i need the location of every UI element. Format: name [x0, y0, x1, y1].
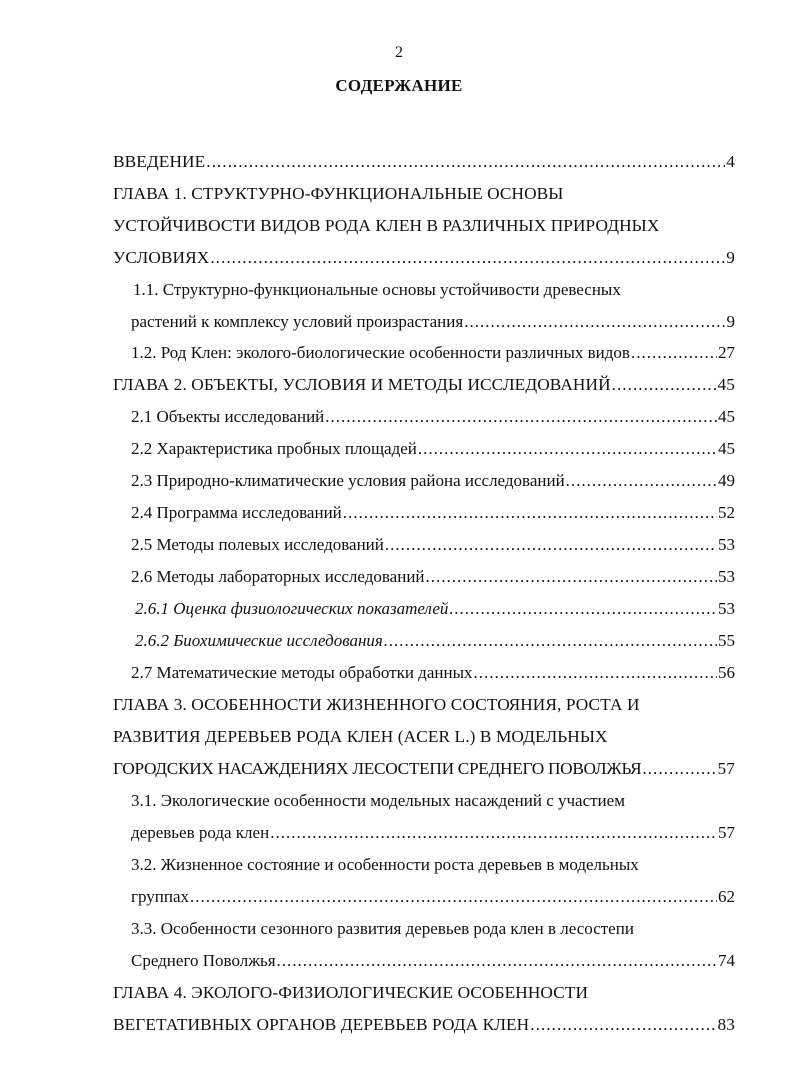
toc-page: 9 [726, 248, 735, 267]
toc-chapter-3-line2[interactable]: РАЗВИТИЯ ДЕРЕВЬЕВ РОДА КЛЕН (ACER L.) В МОДЕЛЬНЫХ [113, 727, 608, 746]
toc-label: УСЛОВИЯХ [113, 248, 210, 267]
toc-label: ГОРОДСКИХ НАСАЖДЕНИЯХ ЛЕСОСТЕПИ СРЕДНЕГО ПОВОЛЖЬЯ [113, 759, 642, 778]
toc-page: 53 [718, 599, 735, 618]
toc-leader [642, 757, 716, 781]
toc-page: 49 [718, 471, 735, 490]
toc-entry-section-2-2[interactable] [131, 437, 735, 461]
toc-leader [385, 533, 717, 557]
toc-label: 2.6.1 Оценка физиологических показателей [135, 599, 449, 618]
toc-entry-section-3-1[interactable] [131, 821, 735, 845]
toc-label: 2.7 Математические методы обработки данных [131, 663, 473, 682]
toc-leader [612, 373, 717, 397]
toc-entry-chapter-2[interactable] [113, 373, 735, 397]
toc-entry-section-2-6[interactable] [131, 565, 735, 589]
toc-leader [210, 246, 725, 270]
toc-page: 52 [718, 503, 735, 522]
toc-label: 2.6 Методы лабораторных исследований [131, 567, 425, 586]
toc-entry-chapter-3[interactable] [113, 757, 735, 781]
page-number: 2 [395, 44, 403, 61]
toc-label: ВВЕДЕНИЕ [113, 152, 206, 171]
toc-label: 2.6.2 Биохимические исследования [135, 631, 383, 650]
toc-label: 2.1 Объекты исследований [131, 407, 325, 426]
toc-section-3-1-line1[interactable]: 3.1. Экологические особенности модельных насаждений с участием [131, 791, 625, 810]
toc-leader [474, 661, 718, 685]
toc-page: 45 [718, 439, 735, 458]
toc-leader [277, 949, 717, 973]
toc-page: 83 [717, 1015, 735, 1034]
toc-leader [418, 437, 717, 461]
toc-entry-section-3-2[interactable] [131, 885, 735, 909]
toc-chapter-1-line2[interactable]: УСТОЙЧИВОСТИ ВИДОВ РОДА КЛЕН В РАЗЛИЧНЫХ ПРИРОДНЫХ [113, 216, 660, 235]
toc-label: Среднего Поволжья [131, 951, 276, 970]
toc-entry-section-2-6-1[interactable] [135, 597, 735, 621]
toc-page: 57 [717, 759, 735, 778]
toc-leader [566, 469, 717, 493]
page-title: СОДЕРЖАНИЕ [335, 76, 463, 95]
toc-leader [343, 501, 717, 525]
toc-leader [449, 597, 717, 621]
toc-leader [426, 565, 717, 589]
toc-entry-section-2-4[interactable] [131, 501, 735, 525]
toc-chapter-1-line1[interactable]: ГЛАВА 1. СТРУКТУРНО-ФУНКЦИОНАЛЬНЫЕ ОСНОВЫ [113, 184, 564, 203]
toc-page: 4 [726, 152, 735, 171]
toc-leader [464, 310, 725, 334]
toc-entry-section-2-1[interactable] [131, 405, 735, 429]
toc-leader [325, 405, 717, 429]
toc-leader [530, 1013, 716, 1037]
toc-label: 2.3 Природно-климатические условия района исследований [131, 471, 565, 490]
toc-entry-section-2-7[interactable] [131, 661, 735, 685]
toc-label: группах [131, 887, 189, 906]
toc-chapter-3-line1[interactable]: ГЛАВА 3. ОСОБЕННОСТИ ЖИЗНЕННОГО СОСТОЯНИЯ, РОСТА И [113, 695, 640, 714]
toc-page: 45 [717, 375, 735, 394]
toc-label: деревьев рода клен [131, 823, 270, 842]
toc-page: 53 [718, 535, 735, 554]
toc-entry-section-1-2[interactable] [131, 341, 735, 365]
toc-page: 74 [718, 951, 735, 970]
toc-label: 1.2. Род Клен: эколого-биологические особенности различных видов [131, 343, 630, 362]
toc-chapter-4-line1[interactable]: ГЛАВА 4. ЭКОЛОГО-ФИЗИОЛОГИЧЕСКИЕ ОСОБЕННОСТИ [113, 983, 589, 1002]
toc-leader [631, 341, 717, 365]
toc-leader [270, 821, 717, 845]
toc-page: 56 [718, 663, 735, 682]
toc-label: 2.4 Программа исследований [131, 503, 342, 522]
toc-entry-chapter-1[interactable] [113, 246, 735, 270]
toc-entry-section-2-3[interactable] [131, 469, 735, 493]
toc-page: 53 [718, 567, 735, 586]
toc-page: 9 [726, 312, 735, 331]
toc-section-3-3-line1[interactable]: 3.3. Особенности сезонного развития деревьев рода клен в лесостепи [131, 919, 634, 938]
toc-section-1-1-line1[interactable]: 1.1. Структурно-функциональные основы устойчивости древесных [133, 280, 621, 299]
toc-entry-chapter-4[interactable] [113, 1013, 735, 1037]
toc-entry-section-3-3[interactable] [131, 949, 735, 973]
toc-page: 62 [718, 887, 735, 906]
toc-label: растений к комплексу условий произрастания [131, 312, 464, 331]
toc-label: ГЛАВА 2. ОБЪЕКТЫ, УСЛОВИЯ И МЕТОДЫ ИССЛЕДОВАНИЙ [113, 375, 611, 394]
toc-leader [384, 629, 717, 653]
toc-page: 45 [718, 407, 735, 426]
toc-label: 2.5 Методы полевых исследований [131, 535, 384, 554]
toc-entry-section-2-6-2[interactable] [135, 629, 735, 653]
toc-page: 57 [718, 823, 735, 842]
toc-page: 27 [718, 343, 735, 362]
toc-entry-section-2-5[interactable] [131, 533, 735, 557]
toc-entry-section-1-1[interactable] [131, 310, 735, 334]
toc-leader [206, 150, 725, 174]
toc-label: 2.2 Характеристика пробных площадей [131, 439, 417, 458]
toc-label: ВЕГЕТАТИВНЫХ ОРГАНОВ ДЕРЕВЬЕВ РОДА КЛЕН [113, 1015, 530, 1034]
toc-leader [190, 885, 717, 909]
toc-section-3-2-line1[interactable]: 3.2. Жизненное состояние и особенности роста деревьев в модельных [131, 855, 639, 874]
toc-page: 55 [718, 631, 735, 650]
toc-entry-intro[interactable] [113, 150, 735, 174]
